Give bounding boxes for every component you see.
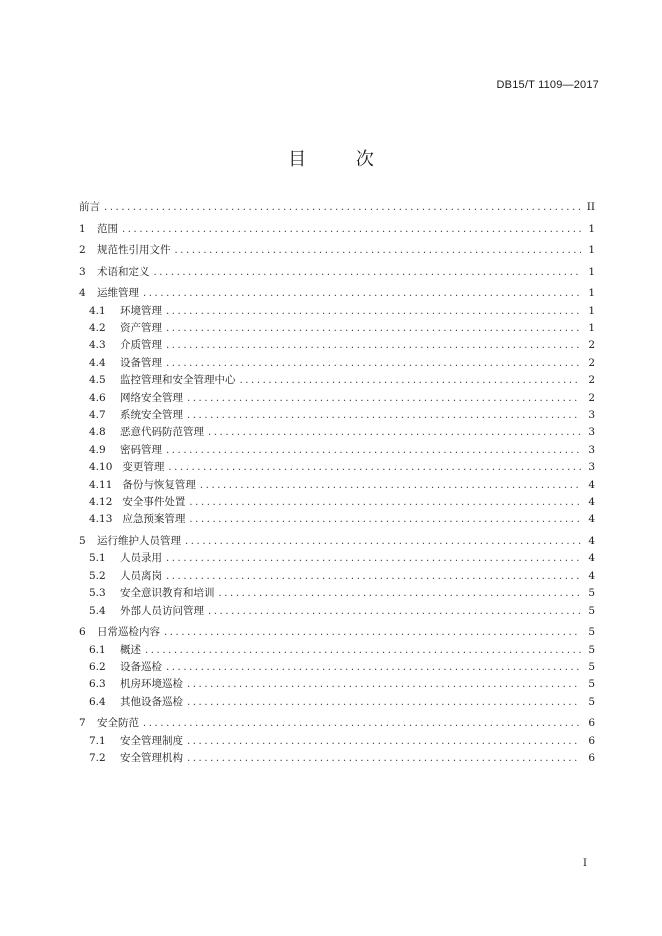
toc-entry[interactable]: [79, 533, 595, 550]
toc-dot-leader: [122, 221, 581, 238]
toc-dot-leader: [187, 676, 581, 693]
toc-entry[interactable]: [79, 264, 595, 281]
toc-entry[interactable]: [79, 442, 595, 459]
toc-dot-leader: [187, 750, 581, 767]
toc-entry[interactable]: [79, 642, 595, 659]
toc-entry-label: 运维管理: [97, 287, 139, 300]
toc-entry-number: 4.1: [89, 304, 106, 317]
toc-entry[interactable]: [79, 676, 595, 693]
toc-entry-number: 5.3: [89, 587, 106, 600]
toc-entry[interactable]: [79, 424, 595, 441]
toc-entry-number: 4.2: [89, 322, 106, 335]
toc-entry[interactable]: [79, 320, 595, 337]
toc-entry-page: 3: [588, 426, 595, 439]
toc-entry-number: 6.1: [89, 643, 106, 656]
document-code: DB15/T 1109—2017: [496, 79, 599, 91]
toc-entry-page: 6: [588, 734, 595, 747]
toc-entry-page: 5: [588, 587, 595, 600]
toc-entry-number: 3: [79, 265, 86, 278]
toc-entry-label: 其他设备巡检: [120, 695, 183, 708]
toc-entry-label: 网络安全管理: [120, 391, 183, 404]
toc-dot-leader: [143, 285, 581, 302]
toc-entry-page: 6: [588, 717, 595, 730]
toc-dot-leader: [104, 199, 581, 216]
toc-entry-label: 规范性引用文件: [97, 244, 171, 257]
toc-entry[interactable]: [79, 221, 595, 238]
toc-entry[interactable]: [79, 715, 595, 732]
toc-entry-label: 恶意代码防范管理: [120, 426, 204, 439]
toc-entry-number: 5.4: [89, 604, 106, 617]
toc-entry[interactable]: [79, 659, 595, 676]
toc-entry-label: 前言: [79, 201, 100, 213]
toc-dot-leader: [166, 550, 581, 567]
toc-dot-leader: [154, 264, 582, 281]
toc-dot-leader: [200, 477, 581, 494]
toc-entry-page: 3: [588, 461, 595, 474]
toc-entry[interactable]: [79, 511, 595, 528]
table-of-contents: [79, 199, 595, 767]
toc-entry-number: 2: [79, 244, 86, 257]
toc-entry-label: 设备巡检: [120, 660, 162, 673]
toc-entry-number: 6: [79, 626, 86, 639]
toc-dot-leader: [143, 715, 581, 732]
toc-dot-leader: [189, 494, 581, 511]
toc-entry-page: 1: [588, 244, 595, 257]
toc-dot-leader: [166, 659, 581, 676]
toc-entry-number: 5.1: [89, 552, 106, 565]
toc-entry-page: 5: [588, 626, 595, 639]
toc-entry-page: 1: [588, 287, 595, 300]
toc-entry-number: 4.4: [89, 356, 106, 369]
toc-entry-page: 1: [588, 265, 595, 278]
toc-entry-page: 5: [588, 660, 595, 673]
toc-entry-page: 4: [588, 534, 595, 547]
toc-entry-label: 安全意识教育和培训: [120, 587, 215, 600]
toc-dot-leader: [145, 642, 581, 659]
toc-entry[interactable]: [79, 199, 595, 216]
toc-entry-label: 日常巡检内容: [97, 626, 160, 639]
toc-entry[interactable]: [79, 372, 595, 389]
toc-entry[interactable]: [79, 303, 595, 320]
toc-entry-page: 4: [588, 478, 595, 491]
toc-entry-number: 4.12: [89, 496, 113, 508]
toc-entry-page: 4: [588, 552, 595, 565]
toc-entry[interactable]: [79, 477, 595, 494]
toc-entry-number: 6.2: [89, 660, 106, 673]
toc-dot-leader: [240, 372, 582, 389]
page-number: I: [583, 858, 587, 869]
toc-entry-number: 7.2: [89, 752, 106, 765]
toc-entry-page: 2: [588, 391, 595, 404]
toc-dot-leader: [185, 533, 581, 550]
toc-entry-page: 1: [588, 304, 595, 317]
toc-entry[interactable]: [79, 242, 595, 259]
toc-dot-leader: [208, 603, 581, 620]
toc-dot-leader: [164, 624, 581, 641]
toc-entry-page: 2: [588, 339, 595, 352]
toc-entry-page: II: [586, 201, 595, 213]
toc-entry-label: 介质管理: [120, 339, 162, 352]
toc-entry-page: 5: [588, 678, 595, 691]
toc-entry-label: 范围: [97, 222, 118, 235]
toc-dot-leader: [166, 337, 581, 354]
toc-entry-number: 4.13: [89, 513, 113, 526]
toc-entry-label: 运行维护人员管理: [97, 534, 181, 547]
toc-entry-number: 1: [79, 222, 86, 235]
toc-entry-label: 备份与恢复管理: [122, 478, 196, 491]
toc-entry-page: 2: [588, 356, 595, 369]
toc-entry-number: 5: [79, 534, 86, 547]
toc-entry-page: 1: [588, 222, 595, 235]
toc-entry[interactable]: [79, 568, 595, 585]
toc-entry-page: 5: [588, 604, 595, 617]
toc-entry-label: 人员离岗: [120, 569, 162, 582]
toc-entry-label: 安全事件处置: [122, 496, 186, 508]
toc-entry-label: 应急预案管理: [122, 513, 186, 526]
toc-entry-label: 机房环境巡检: [120, 678, 183, 691]
toc-entry-page: 5: [588, 643, 595, 656]
toc-entry[interactable]: [79, 750, 595, 767]
toc-entry-number: 6.3: [89, 678, 106, 691]
toc-entry-label: 安全管理机构: [120, 752, 183, 765]
toc-entry[interactable]: [79, 337, 595, 354]
toc-dot-leader: [166, 320, 581, 337]
toc-entry[interactable]: [79, 550, 595, 567]
toc-entry-number: 4.9: [89, 443, 106, 456]
toc-entry-label: 变更管理: [122, 461, 165, 474]
toc-entry-number: 4.8: [89, 426, 106, 439]
toc-entry-label: 术语和定义: [97, 265, 150, 278]
toc-entry-label: 密码管理: [120, 443, 162, 456]
toc-entry[interactable]: [79, 494, 595, 511]
toc-dot-leader: [219, 585, 582, 602]
toc-entry-page: 4: [588, 569, 595, 582]
toc-entry-page: 2: [588, 374, 595, 387]
toc-dot-leader: [187, 390, 581, 407]
toc-entry-number: 4.11: [89, 478, 113, 491]
toc-dot-leader: [166, 303, 581, 320]
toc-entry-label: 概述: [120, 643, 141, 656]
toc-entry-label: 安全管理制度: [120, 734, 183, 747]
toc-entry-label: 系统安全管理: [120, 409, 183, 422]
toc-entry[interactable]: [79, 355, 595, 372]
toc-entry-number: 7: [79, 717, 86, 730]
toc-dot-leader: [187, 694, 581, 711]
toc-entry-page: 3: [588, 409, 595, 422]
toc-entry-number: 4.7: [89, 409, 106, 422]
toc-entry[interactable]: [79, 694, 595, 711]
toc-dot-leader: [187, 407, 581, 424]
toc-entry-page: 1: [588, 322, 595, 335]
toc-entry-label: 资产管理: [120, 322, 162, 335]
toc-entry[interactable]: [79, 624, 595, 641]
toc-entry-number: 4.10: [89, 461, 113, 474]
page-title: 目 次: [288, 149, 396, 170]
toc-dot-leader: [189, 511, 581, 528]
toc-entry-number: 4.3: [89, 339, 106, 352]
toc-dot-leader: [166, 442, 581, 459]
toc-entry-number: 4: [79, 287, 86, 300]
toc-entry-page: 6: [588, 752, 595, 765]
toc-dot-leader: [166, 355, 581, 372]
toc-entry-number: 4.6: [89, 391, 106, 404]
toc-entry[interactable]: [79, 733, 595, 750]
toc-dot-leader: [168, 459, 581, 476]
toc-entry[interactable]: [79, 459, 595, 476]
toc-entry[interactable]: [79, 407, 595, 424]
toc-entry-label: 监控管理和安全管理中心: [120, 374, 236, 387]
toc-entry-label: 环境管理: [120, 304, 162, 317]
toc-entry-number: 7.1: [89, 734, 106, 747]
toc-entry[interactable]: [79, 285, 595, 302]
toc-dot-leader: [208, 424, 581, 441]
toc-entry-page: 5: [588, 695, 595, 708]
toc-entry-number: 4.5: [89, 374, 106, 387]
toc-entry-label: 设备管理: [120, 356, 162, 369]
toc-dot-leader: [166, 568, 581, 585]
toc-dot-leader: [175, 242, 582, 259]
toc-entry-label: 人员录用: [120, 552, 162, 565]
toc-entry-number: 6.4: [89, 695, 106, 708]
toc-entry-label: 安全防范: [97, 717, 139, 730]
toc-entry-page: 3: [588, 443, 595, 456]
toc-entry-page: 4: [588, 496, 595, 508]
toc-entry[interactable]: [79, 390, 595, 407]
toc-entry[interactable]: [79, 585, 595, 602]
toc-entry-page: 4: [588, 513, 595, 526]
toc-dot-leader: [187, 733, 581, 750]
toc-entry-number: 5.2: [89, 569, 106, 582]
toc-entry[interactable]: [79, 603, 595, 620]
toc-entry-label: 外部人员访问管理: [120, 604, 204, 617]
